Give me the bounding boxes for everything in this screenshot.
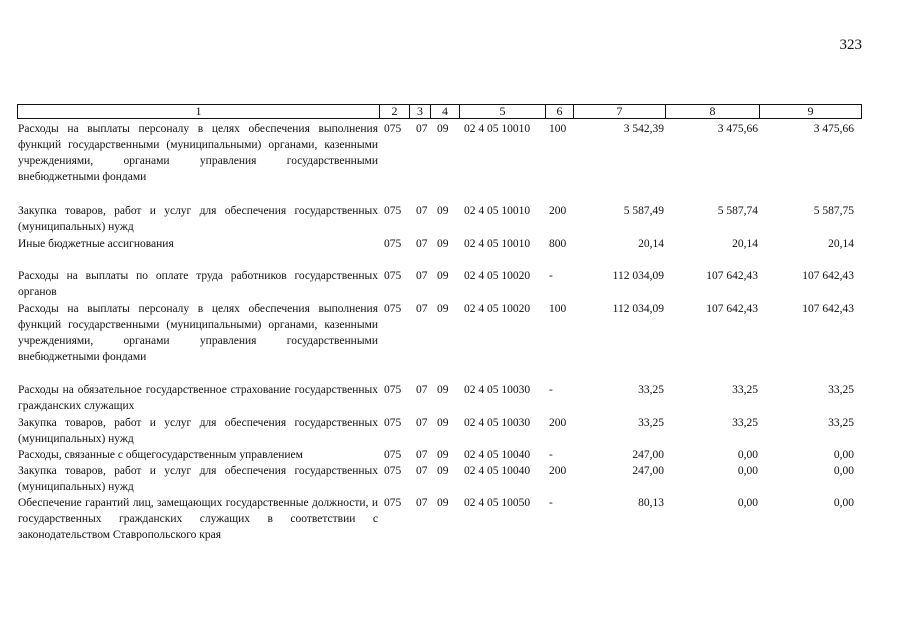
row-admin-code: 075 [384,270,402,282]
row-section: 07 [416,497,428,509]
row-name: Закупка товаров, работ и услуг для обеспечения государственных (муниципальных) нужд [18,417,378,445]
row-admin-code: 075 [384,384,402,396]
page-number: 323 [839,37,862,53]
row-value-col8: 0,00 [737,465,758,477]
row-kind-code: 100 [549,123,567,135]
row-section: 07 [416,270,428,282]
row-value-col7: 33,25 [638,384,664,396]
row-value-col8: 107 642,43 [706,303,758,315]
row-subsection: 09 [437,497,449,509]
row-target-code: 02 4 05 10020 [464,270,531,282]
row-value-col7: 20,14 [638,238,664,250]
row-value-col8: 33,25 [732,384,758,396]
row-target-code: 02 4 05 10030 [464,384,531,396]
row-kind-code: - [549,384,553,396]
row-value-col7: 112 034,09 [612,270,664,282]
row-kind-code: 100 [549,303,567,315]
row-admin-code: 075 [384,497,402,509]
row-kind-code: 200 [549,417,567,429]
header-col-5: 5 [460,104,546,119]
header-col-4: 4 [431,104,460,119]
row-value-col8: 20,14 [732,238,758,250]
row-section: 07 [416,449,428,461]
row-target-code: 02 4 05 10050 [464,497,531,509]
row-section: 07 [416,384,428,396]
row-value-col9: 3 475,66 [813,123,854,135]
row-target-code: 02 4 05 10040 [464,449,531,461]
row-kind-code: - [549,270,553,282]
header-col-6: 6 [546,104,574,119]
row-value-col9: 0,00 [833,497,854,509]
row-name: Закупка товаров, работ и услуг для обеспечения государственных (муниципальных) нужд [18,205,378,233]
header-col-9: 9 [760,104,862,119]
row-value-col7: 33,25 [638,417,664,429]
row-value-col9: 20,14 [828,238,854,250]
row-section: 07 [416,123,428,135]
row-value-col9: 0,00 [833,465,854,477]
row-kind-code: 200 [549,465,567,477]
row-target-code: 02 4 05 10020 [464,303,531,315]
row-section: 07 [416,205,428,217]
row-value-col9: 5 587,75 [813,205,854,217]
row-kind-code: 800 [549,238,567,250]
row-value-col9: 33,25 [828,384,854,396]
row-value-col7: 5 587,49 [623,205,664,217]
row-subsection: 09 [437,238,449,250]
row-value-col8: 107 642,43 [706,270,758,282]
row-kind-code: - [549,497,553,509]
row-value-col8: 33,25 [732,417,758,429]
header-col-8: 8 [666,104,760,119]
header-col-1: 1 [17,104,380,119]
row-target-code: 02 4 05 10010 [464,123,531,135]
row-kind-code: 200 [549,205,567,217]
row-name: Расходы на обязательное государственное страхование государственных гражданских служащих [18,384,378,412]
row-admin-code: 075 [384,238,402,250]
row-subsection: 09 [437,417,449,429]
row-target-code: 02 4 05 10010 [464,238,531,250]
row-section: 07 [416,465,428,477]
row-name: Закупка товаров, работ и услуг для обеспечения государственных (муниципальных) нужд [18,465,378,493]
row-subsection: 09 [437,449,449,461]
header-col-7: 7 [574,104,666,119]
row-subsection: 09 [437,303,449,315]
row-value-col8: 5 587,74 [717,205,758,217]
row-value-col9: 107 642,43 [802,270,854,282]
row-value-col7: 112 034,09 [612,303,664,315]
row-subsection: 09 [437,205,449,217]
row-value-col9: 107 642,43 [802,303,854,315]
header-col-2: 2 [380,104,410,119]
header-col-3: 3 [410,104,431,119]
row-name: Расходы на выплаты персоналу в целях обеспечения выполнения функций государственными (муниципальными) органами, казенными учреждениями, органами управления государственными внебюджетными фондами [18,123,378,183]
row-subsection: 09 [437,123,449,135]
row-admin-code: 075 [384,449,402,461]
row-name: Расходы на выплаты персоналу в целях обеспечения выполнения функций государственными (муниципальными) органами, казенными учреждениями, органами управления государственными внебюджетными фондами [18,303,378,363]
row-admin-code: 075 [384,123,402,135]
row-value-col7: 3 542,39 [623,123,664,135]
row-subsection: 09 [437,384,449,396]
row-value-col7: 80,13 [638,497,664,509]
row-value-col9: 33,25 [828,417,854,429]
row-value-col7: 247,00 [632,465,664,477]
row-target-code: 02 4 05 10030 [464,417,531,429]
row-subsection: 09 [437,465,449,477]
row-value-col9: 0,00 [833,449,854,461]
row-subsection: 09 [437,270,449,282]
row-value-col8: 3 475,66 [717,123,758,135]
row-kind-code: - [549,449,553,461]
row-admin-code: 075 [384,417,402,429]
row-name: Расходы, связанные с общегосударственным управлением [18,449,303,461]
row-target-code: 02 4 05 10010 [464,205,531,217]
row-section: 07 [416,417,428,429]
row-section: 07 [416,238,428,250]
row-admin-code: 075 [384,303,402,315]
row-name: Расходы на выплаты по оплате труда работников государственных органов [18,270,378,298]
row-admin-code: 075 [384,465,402,477]
row-admin-code: 075 [384,205,402,217]
row-target-code: 02 4 05 10040 [464,465,531,477]
row-value-col8: 0,00 [737,449,758,461]
row-name: Обеспечение гарантий лиц, замещающих государственные должности, и государственных гражданских служащих в соответствии с законодательством Ставропольского края [18,497,378,541]
row-section: 07 [416,303,428,315]
row-value-col7: 247,00 [632,449,664,461]
row-value-col8: 0,00 [737,497,758,509]
row-name: Иные бюджетные ассигнования [18,238,174,250]
